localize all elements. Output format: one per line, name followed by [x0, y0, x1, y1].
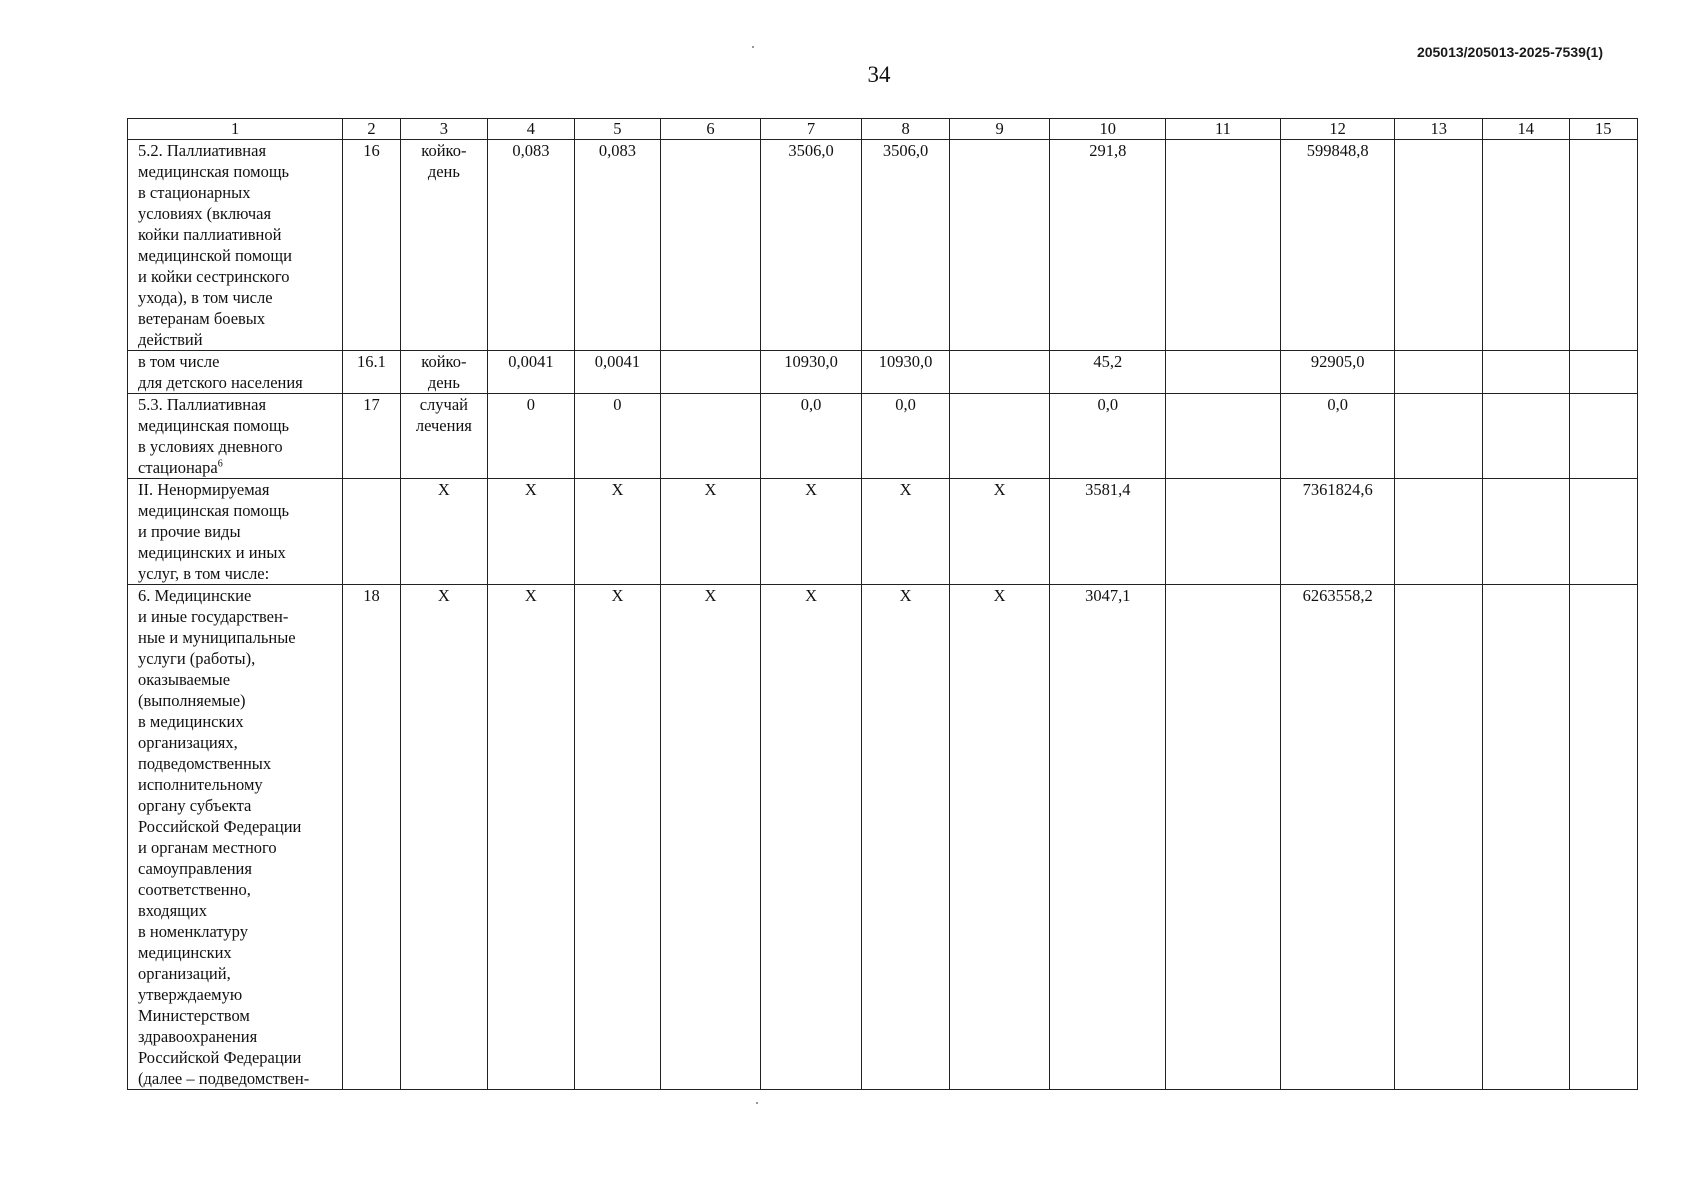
table-cell: 0,083	[488, 140, 575, 351]
table-cell: X	[488, 585, 575, 1090]
table-cell	[1166, 479, 1281, 585]
table-cell: 92905,0	[1280, 351, 1395, 394]
table-cell	[1395, 585, 1483, 1090]
table-cell: X	[862, 479, 950, 585]
table-cell	[1569, 585, 1638, 1090]
column-number: 11	[1166, 119, 1281, 140]
column-number: 6	[661, 119, 761, 140]
table-cell: 0,0041	[574, 351, 661, 394]
table-cell: X	[574, 479, 661, 585]
table-cell: 0,0	[1050, 394, 1166, 479]
table-cell	[1482, 140, 1569, 351]
table-cell	[1482, 351, 1569, 394]
table-cell	[661, 351, 761, 394]
row-line-number: 16.1	[343, 351, 400, 394]
column-number: 14	[1482, 119, 1569, 140]
row-line-number: 16	[343, 140, 400, 351]
table-cell	[1395, 394, 1483, 479]
table-cell: 0,0	[1280, 394, 1395, 479]
data-table	[127, 118, 1638, 1090]
table-cell	[661, 140, 761, 351]
row-line-number: 17	[343, 394, 400, 479]
unit-cell: случай лечения	[400, 394, 488, 479]
column-number: 9	[949, 119, 1050, 140]
row-name: 6. Медицинские и иные государствен- ные и муниципальные услуги (работы), оказываемые (выполняемые) в медицинских организациях, подведомственных исполнительному органу субъекта Российской Федерации и органам местного самоуправления соответственно, входящих в номенклатуру медицинских организаций, утверждаемую Министерством здравоохранения Российской Федерации (далее – подведомствен-	[128, 585, 343, 1090]
column-number: 2	[343, 119, 400, 140]
row-name	[128, 394, 343, 479]
table-cell: 0,0041	[488, 351, 575, 394]
column-number: 10	[1050, 119, 1166, 140]
table-cell: 3506,0	[862, 140, 950, 351]
table-cell	[949, 351, 1050, 394]
table-cell	[1482, 585, 1569, 1090]
column-number: 12	[1280, 119, 1395, 140]
table-row	[128, 140, 1638, 351]
table-cell: X	[949, 479, 1050, 585]
table-cell: X	[949, 585, 1050, 1090]
table-row	[128, 351, 1638, 394]
table-cell: 3047,1	[1050, 585, 1166, 1090]
table-cell: X	[862, 585, 950, 1090]
table-cell: 291,8	[1050, 140, 1166, 351]
column-number-row	[128, 119, 1638, 140]
table-cell	[1569, 140, 1638, 351]
table-row	[128, 479, 1638, 585]
table-cell: 45,2	[1050, 351, 1166, 394]
table-cell: X	[574, 585, 661, 1090]
table-cell: X	[760, 479, 862, 585]
table-cell: X	[661, 479, 761, 585]
table-cell: 0,083	[574, 140, 661, 351]
table-cell: 0	[574, 394, 661, 479]
table-cell	[1166, 140, 1281, 351]
row-name: в том числе для детского населения	[128, 351, 343, 394]
scan-speck	[756, 1102, 758, 1104]
table-cell: 10930,0	[862, 351, 950, 394]
table-cell: 3506,0	[760, 140, 862, 351]
table-cell	[1482, 479, 1569, 585]
table-cell: 7361824,6	[1280, 479, 1395, 585]
table-cell	[1569, 351, 1638, 394]
column-number: 15	[1569, 119, 1638, 140]
table-cell	[949, 394, 1050, 479]
table-cell	[1166, 394, 1281, 479]
column-number: 4	[488, 119, 575, 140]
table-cell: 3581,4	[1050, 479, 1166, 585]
column-number: 3	[400, 119, 488, 140]
unit-cell: X	[400, 585, 488, 1090]
table-cell	[1166, 585, 1281, 1090]
table-row	[128, 394, 1638, 479]
column-number: 7	[760, 119, 862, 140]
table-cell: 6263558,2	[1280, 585, 1395, 1090]
table-cell: 0,0	[760, 394, 862, 479]
column-number: 8	[862, 119, 950, 140]
table-cell	[1482, 394, 1569, 479]
document-id: 205013/205013-2025-7539(1)	[1416, 44, 1603, 60]
table-cell	[1395, 140, 1483, 351]
unit-cell: X	[400, 479, 488, 585]
column-number: 1	[128, 119, 343, 140]
row-name: II. Ненормируемая медицинская помощь и прочие виды медицинских и иных услуг, в том числе:	[128, 479, 343, 585]
table-cell: 599848,8	[1280, 140, 1395, 351]
table-cell	[1166, 351, 1281, 394]
column-number: 5	[574, 119, 661, 140]
table-cell: X	[661, 585, 761, 1090]
table-row	[128, 585, 1638, 1090]
table-cell	[949, 140, 1050, 351]
table-cell: 0	[488, 394, 575, 479]
table-cell	[1395, 479, 1483, 585]
page-number: 34	[867, 62, 891, 87]
row-line-number: 18	[343, 585, 400, 1090]
scan-speck	[752, 46, 754, 48]
unit-cell: койко- день	[400, 140, 488, 351]
column-number: 13	[1395, 119, 1483, 140]
table-cell	[1569, 479, 1638, 585]
row-name: 5.2. Паллиативная медицинская помощь в стационарных условиях (включая койки паллиативной медицинской помощи и койки сестринского ухода), в том числе ветеранам боевых действий	[128, 140, 343, 351]
table-cell: 10930,0	[760, 351, 862, 394]
table-cell	[1395, 351, 1483, 394]
table-cell: X	[488, 479, 575, 585]
row-name-text: 5.3. Паллиативная медицинская помощь в условиях дневного стационара	[138, 395, 290, 477]
table-cell: 0,0	[862, 394, 950, 479]
table-cell: X	[760, 585, 862, 1090]
table-cell	[661, 394, 761, 479]
row-line-number	[343, 479, 400, 585]
table-cell	[1569, 394, 1638, 479]
unit-cell: койко- день	[400, 351, 488, 394]
footnote-marker: 6	[217, 458, 223, 470]
